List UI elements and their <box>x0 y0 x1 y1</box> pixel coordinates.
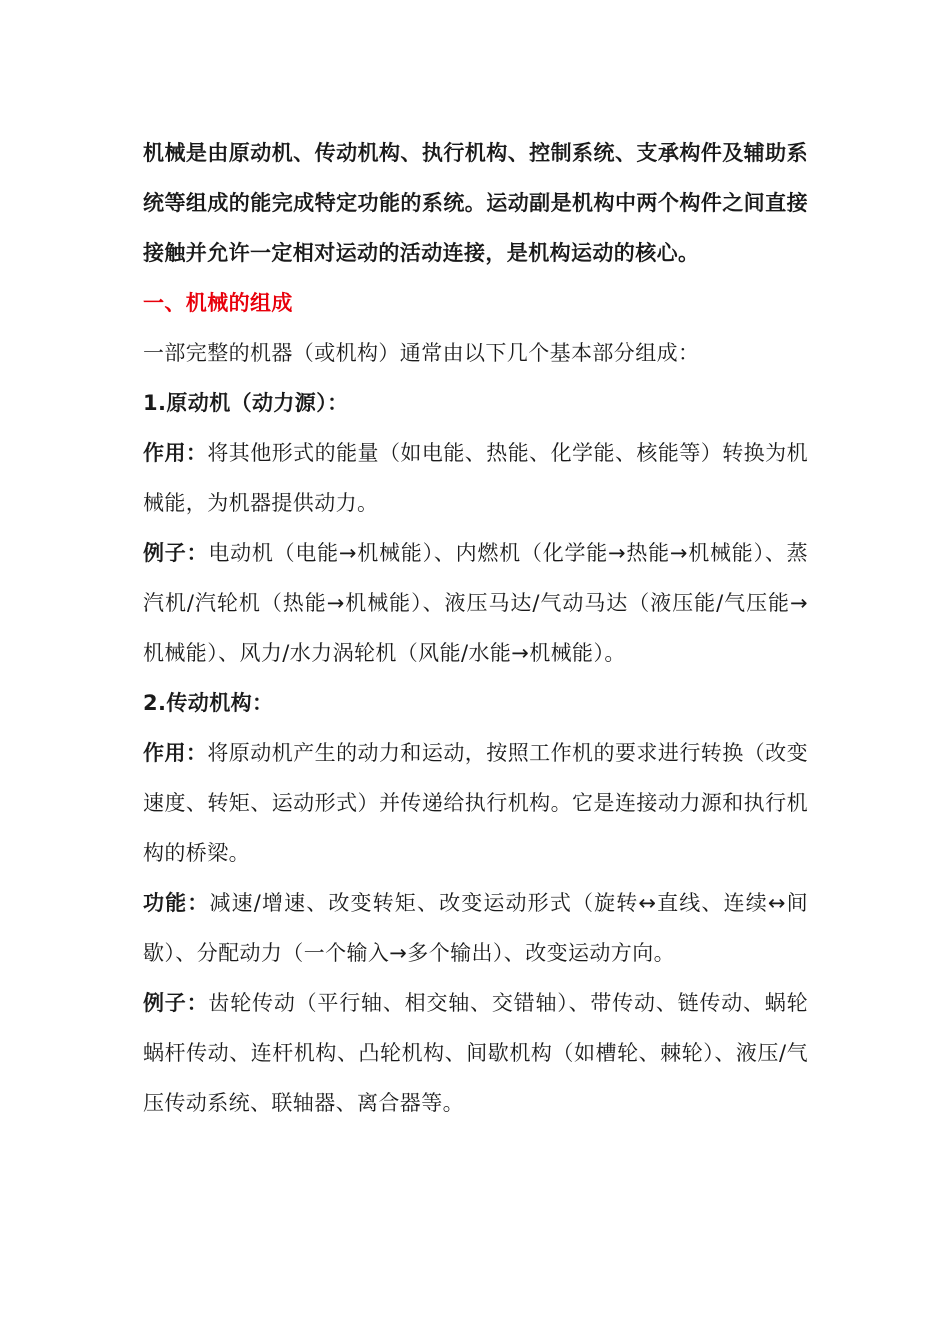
item1-example-label: 例子： <box>143 541 209 565</box>
item2-function-text: 减速/增速、改变转矩、改变运动形式（旋转↔直线、连续↔间歇）、分配动力（一个输入→多个输出）、改变运动方向。 <box>143 891 808 965</box>
item1-example-text: 电动机（电能→机械能）、内燃机（化学能→热能→机械能）、蒸汽机/汽轮机（热能→机械能）、液压马达/气动马达（液压能/气压能→机械能）、风力/水力涡轮机（风能/水能→机械能）。 <box>143 541 808 665</box>
item2-function-label: 功能： <box>143 891 210 915</box>
item2-role-text: 将原动机产生的动力和运动，按照工作机的要求进行转换（改变速度、转矩、运动形式）并传递给执行机构。它是连接动力源和执行机构的桥梁。 <box>143 741 808 865</box>
item1-example <box>143 528 808 678</box>
item1-role-label: 作用： <box>143 441 208 465</box>
item2-example <box>143 978 808 1128</box>
item2-role <box>143 728 808 878</box>
item2-function <box>143 878 808 978</box>
item1-title: 1.原动机（动力源）： <box>143 391 349 415</box>
intro-paragraph: 机械是由原动机、传动机构、执行机构、控制系统、支承构件及辅助系统等组成的能完成特定功能的系统。运动副是机构中两个构件之间直接接触并允许一定相对运动的活动连接，是机构运动的核心。 <box>143 141 808 265</box>
item2-example-label: 例子： <box>143 991 209 1015</box>
item2-role-label: 作用： <box>143 741 208 765</box>
item1-role <box>143 428 808 528</box>
item2-title: 2.传动机构： <box>143 691 274 715</box>
item1-role-text: 将其他形式的能量（如电能、热能、化学能、核能等）转换为机械能，为机器提供动力。 <box>143 441 808 515</box>
section-heading: 一、机械的组成 <box>143 291 293 315</box>
item2-example-text: 齿轮传动（平行轴、相交轴、交错轴）、带传动、链传动、蜗轮蜗杆传动、连杆机构、凸轮机构、间歇机构（如槽轮、棘轮）、液压/气压传动系统、联轴器、离合器等。 <box>143 991 809 1115</box>
document-page <box>143 128 808 1128</box>
section-lead: 一部完整的机器（或机构）通常由以下几个基本部分组成： <box>143 341 700 365</box>
